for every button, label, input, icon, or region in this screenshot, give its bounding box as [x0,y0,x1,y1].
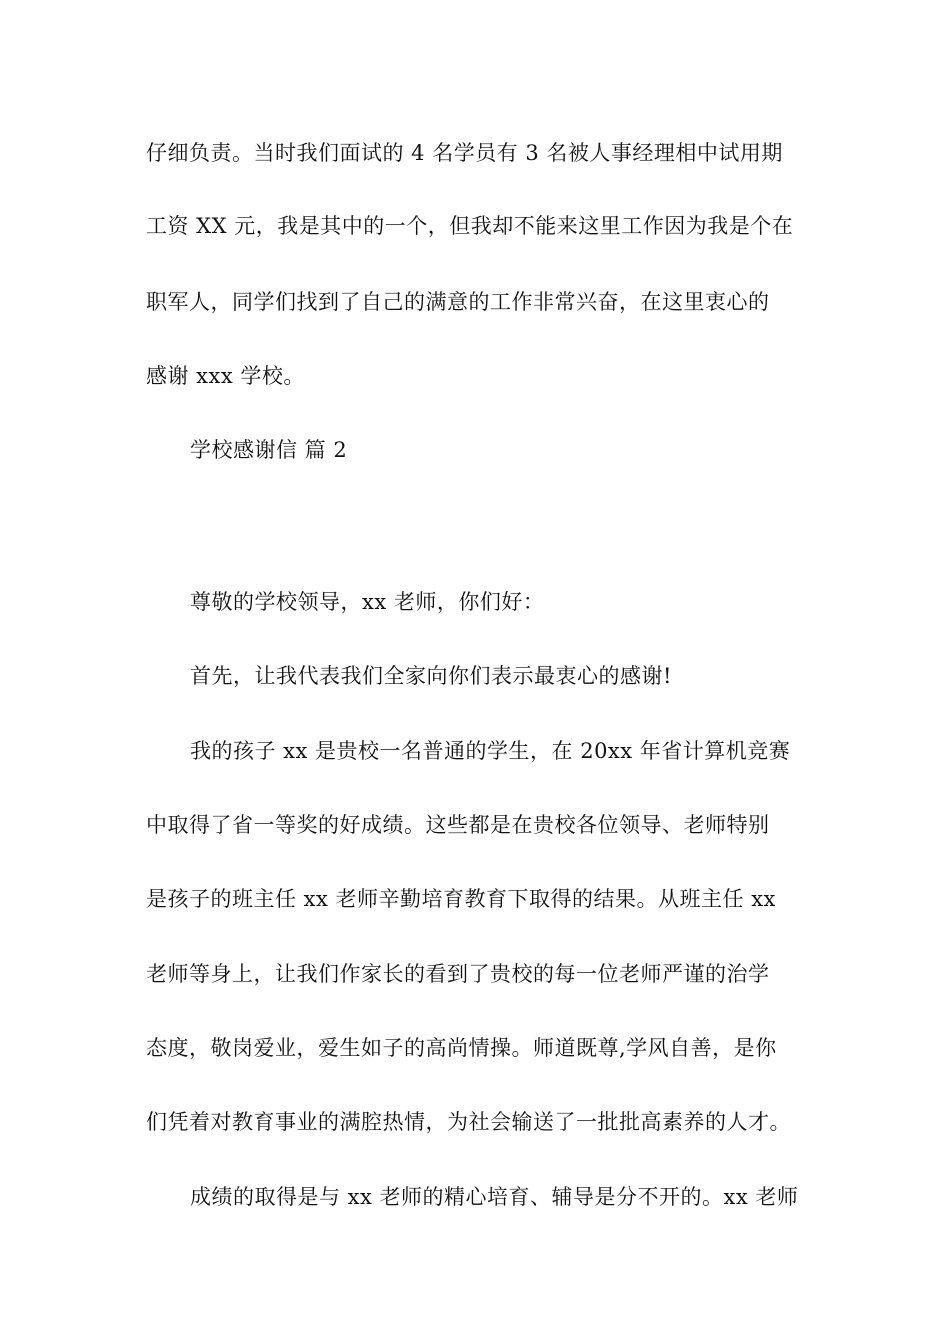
body-text-line: 感谢 xxx 学校。 [146,364,305,388]
body-text-line: 态度，敬岗爱业，爱生如子的高尚情操。师道既尊,学风自善，是你 [146,1036,777,1060]
body-text-line: 仔细负责。当时我们面试的 4 名学员有 3 名被人事经理相中试用期 [146,141,783,165]
body-text-line: 职军人，同学们找到了自己的满意的工作非常兴奋，在这里衷心的 [146,290,770,314]
body-text-line: 老师等身上，让我们作家长的看到了贵校的每一位老师严谨的治学 [146,962,770,986]
section-heading: 学校感谢信 篇 2 [190,438,348,462]
body-text-line: 是孩子的班主任 xx 老师辛勤培育教育下取得的结果。从班主任 xx [146,887,776,911]
body-text-line: 们凭着对教育事业的满腔热情，为社会输送了一批批高素养的人才。 [146,1110,791,1134]
salutation-line: 尊敬的学校领导，xx 老师，你们好： [190,590,545,614]
body-text-line: 工资 XX 元，我是其中的一个，但我却不能来这里工作因为我是个在 [146,214,794,238]
body-text-line: 首先，让我代表我们全家向你们表示最衷心的感谢! [190,664,672,688]
body-text-line: 我的孩子 xx 是贵校一名普通的学生，在 20xx 年省计算机竞赛 [190,739,791,763]
body-text-line: 中取得了省一等奖的好成绩。这些都是在贵校各位领导、老师特别 [146,813,770,837]
body-text-line: 成绩的取得是与 xx 老师的精心培育、辅导是分不开的。xx 老师 [190,1185,799,1209]
